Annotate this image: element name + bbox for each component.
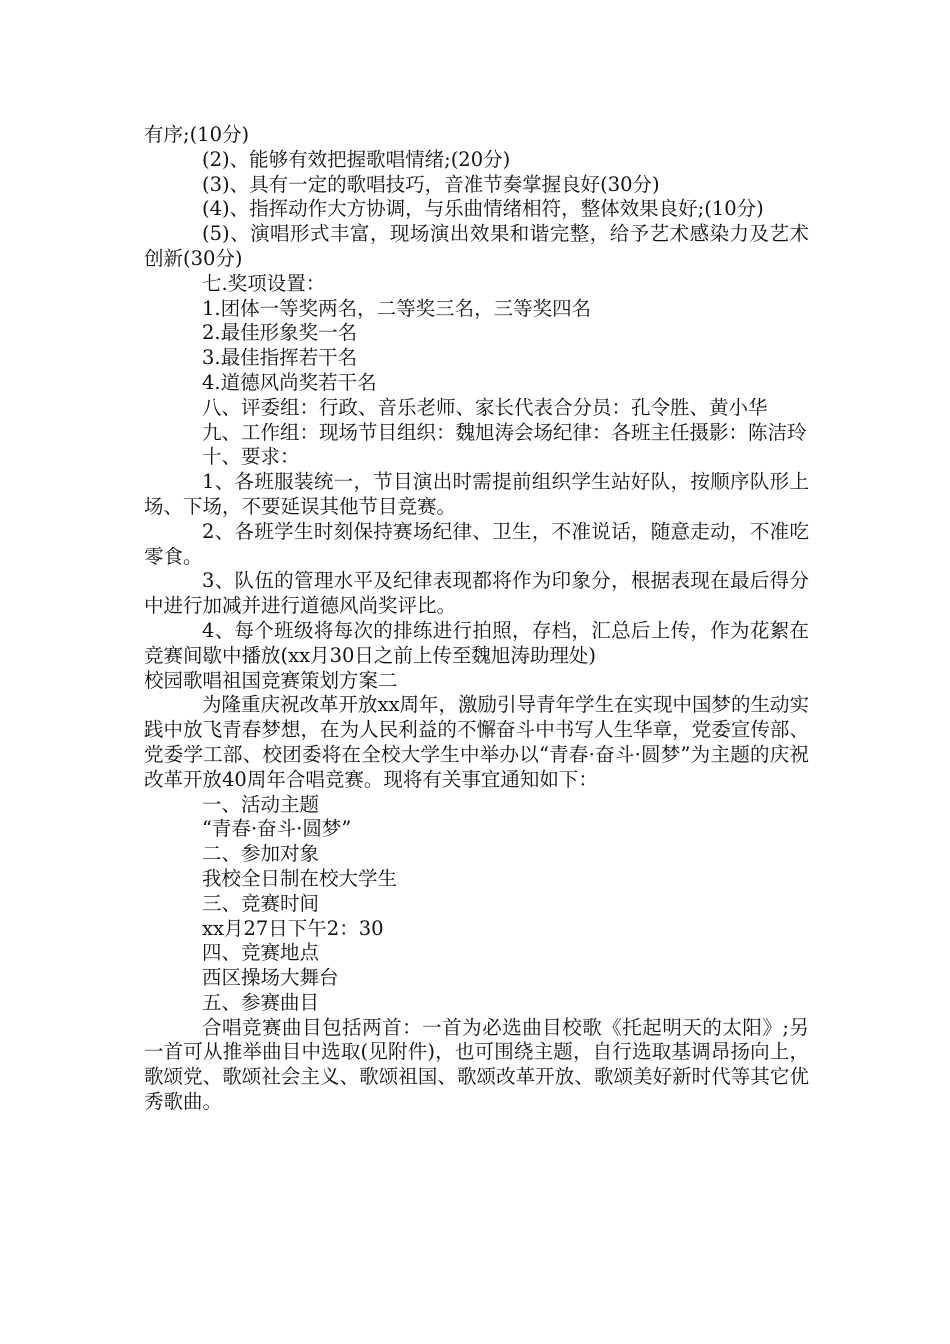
- section-judges: 八、评委组：行政、音乐老师、家长代表合分员：孔令胜、黄小华: [202, 395, 768, 419]
- location-value: 西区操场大舞台: [202, 966, 339, 990]
- paragraph-9: 3.最佳指挥若干名: [202, 346, 358, 370]
- section-workgroup: 九、工作组：现场节目组织：魏旭涛会场纪律：各班主任摄影：陈洁玲: [202, 420, 807, 444]
- paragraph-7: 1.团体一等奖两名，二等奖三名，三等奖四名: [202, 296, 592, 320]
- section-heading-time: 三、竞赛时间: [202, 891, 320, 915]
- requirement-1: 1、各班服装统一，节目演出时需提前组织学生站好队，按顺序队形上场、下场，不要延误其他节目竞赛。: [144, 470, 809, 518]
- paragraph-10: 4.道德风尚奖若干名: [202, 370, 377, 394]
- plan-two-intro: 为隆重庆祝改革开放xx周年，激励引导青年学生在实现中国梦的生动实践中放飞青春梦想，在为人民利益的不懈奋斗中书写人生华章，党委宣传部、党委学工部、校团委将在全校大学生中举办以“青春·奋斗·圆梦”为主题的庆祝改革开放40周年合唱竞赛。现将有关事宜通知如下：: [144, 693, 809, 791]
- time-value: xx月27日下午2：30: [202, 916, 384, 940]
- section-heading-theme: 一、活动主题: [202, 792, 320, 816]
- plan-two-title: 校园歌唱祖国竞赛策划方案二: [144, 668, 398, 692]
- paragraph-5: (5)、演唱形式丰富，现场演出效果和谐完整，给予艺术感染力及艺术创新(30分): [144, 222, 809, 270]
- participants-value: 我校全日制在校大学生: [202, 866, 398, 890]
- section-heading-awards: 七.奖项设置：: [202, 271, 326, 295]
- section-heading-requirements: 十、要求：: [202, 445, 300, 469]
- paragraph-8: 2.最佳形象奖一名: [202, 321, 358, 345]
- paragraph-1: 有序;(10分): [144, 123, 250, 146]
- songs-value: 合唱竞赛曲目包括两首：一首为必选曲目校歌《托起明天的太阳》;另一首可从推举曲目中选取(见附件)，也可围绕主题，自行选取基调昂扬向上，歌颂党、歌颂社会主义、歌颂祖国、歌颂改革开放、歌颂美好新时代等其它优秀歌曲。: [144, 1015, 809, 1114]
- document-body: [144, 123, 809, 1115]
- paragraph-2: (2)、能够有效把握歌唱情绪;(20分): [202, 147, 511, 171]
- section-heading-songs: 五、参赛曲目: [202, 990, 320, 1014]
- requirement-2: 2、各班学生时刻保持赛场纪律、卫生，不准说话，随意走动，不准吃零食。: [144, 519, 809, 568]
- requirement-4: 4、每个班级将每次的排练进行拍照，存档，汇总后上传，作为花絮在竞赛间歇中播放(xx月30日之前上传至魏旭涛助理处): [144, 618, 809, 667]
- paragraph-3: (3)、具有一定的歌唱技巧，音准节奏掌握良好(30分): [202, 172, 660, 196]
- requirement-3: 3、队伍的管理水平及纪律表现都将作为印象分，根据表现在最后得分中进行加减并进行道德风尚奖评比。: [144, 569, 809, 618]
- paragraph-4: (4)、指挥动作大方协调，与乐曲情绪相符，整体效果良好;(10分): [202, 197, 764, 221]
- theme-value: “青春·奋斗·圆梦”: [202, 817, 352, 841]
- section-heading-participants: 二、参加对象: [202, 842, 320, 866]
- section-heading-location: 四、竞赛地点: [202, 941, 320, 965]
